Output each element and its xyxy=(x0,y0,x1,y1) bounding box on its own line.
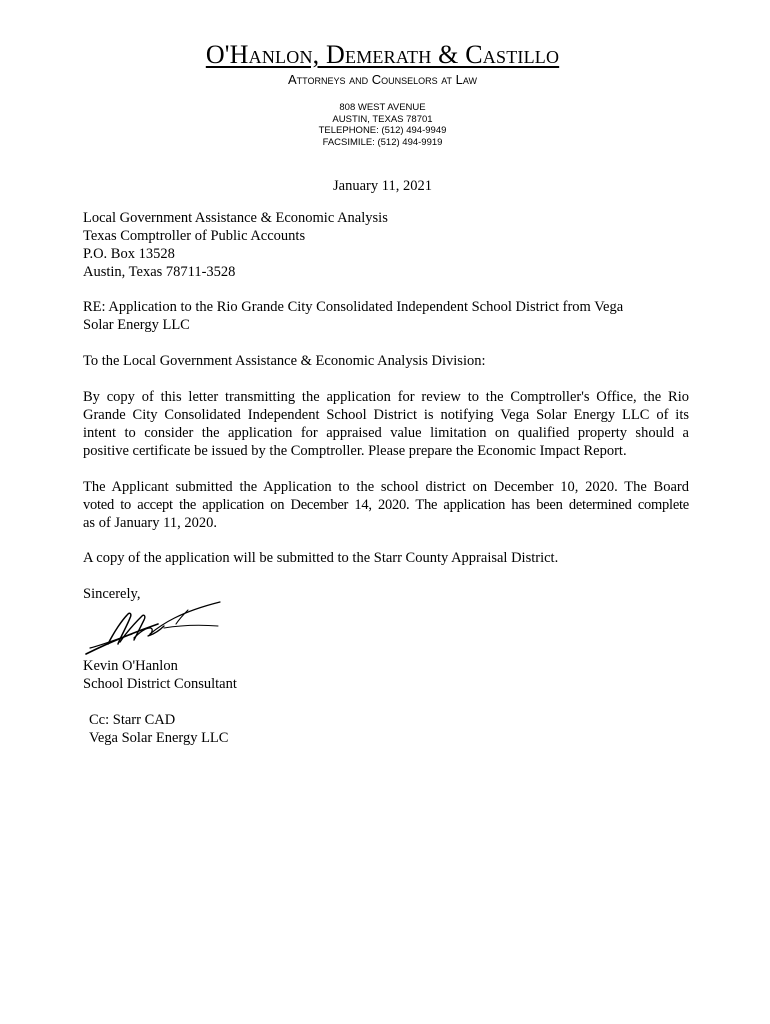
signer-title: School District Consultant xyxy=(83,676,237,692)
signer-name: Kevin O'Hanlon xyxy=(83,658,178,674)
paragraph-line: By copy of this letter transmitting the application for review to the Comptroller's Office, the Rio xyxy=(83,389,689,405)
address-facsimile: FACSIMILE: (512) 494-9919 xyxy=(322,136,443,148)
recipient-line: Texas Comptroller of Public Accounts xyxy=(83,228,306,244)
body-paragraph-3: A copy of the application will be submitted to the Starr County Appraisal District. xyxy=(83,550,559,566)
recipient-address xyxy=(83,209,689,281)
subject-line-text: Solar Energy LLC xyxy=(83,317,190,333)
letter-date: January 11, 2021 xyxy=(333,178,432,194)
cc-line: Cc: Starr CAD xyxy=(89,712,176,728)
paragraph-line: The Applicant submitted the Application to the school district on December 10, 2020. The Board xyxy=(83,479,689,495)
address-street: 808 WEST AVENUE xyxy=(339,102,426,113)
paragraph-line: Grande City Consolidated Independent School District is notifying Vega Solar Energy LLC of its xyxy=(83,407,689,423)
paragraph-line: voted to accept the application on December 14, 2020. The application has been determined complete xyxy=(83,497,689,513)
recipient-line: Austin, Texas 78711-3528 xyxy=(83,264,236,280)
body-paragraph-1 xyxy=(83,388,689,460)
salutation: To the Local Government Assistance & Economic Analysis Division: xyxy=(83,353,486,369)
recipient-line: Local Government Assistance & Economic Analysis xyxy=(83,210,388,226)
paragraph-line: as of January 11, 2020. xyxy=(83,515,217,531)
subject-line-text: RE: Application to the Rio Grande City Consolidated Independent School District from Vega xyxy=(83,299,624,315)
cc-block xyxy=(89,711,489,747)
paragraph-line: positive certificate be issued by the Comptroller. Please prepare the Economic Impact Report. xyxy=(83,443,627,459)
firm-name: O'Hanlon, Demerath & Castillo xyxy=(205,40,560,69)
handwritten-signature xyxy=(80,598,230,660)
firm-address xyxy=(0,102,765,148)
cc-line: Vega Solar Energy LLC xyxy=(89,730,229,746)
body-paragraph-2 xyxy=(83,478,689,532)
signer-block xyxy=(83,657,689,693)
recipient-line: P.O. Box 13528 xyxy=(83,246,175,262)
firm-tagline: Attorneys and Counselors at Law xyxy=(287,72,478,87)
address-telephone: TELEPHONE: (512) 494-9949 xyxy=(318,125,447,136)
paragraph-line: intent to consider the application for appraised value limitation on qualified property should a xyxy=(83,425,689,441)
closing: Sincerely, xyxy=(83,586,141,602)
address-city: AUSTIN, TEXAS 78701 xyxy=(332,113,433,125)
subject-line xyxy=(83,298,689,334)
